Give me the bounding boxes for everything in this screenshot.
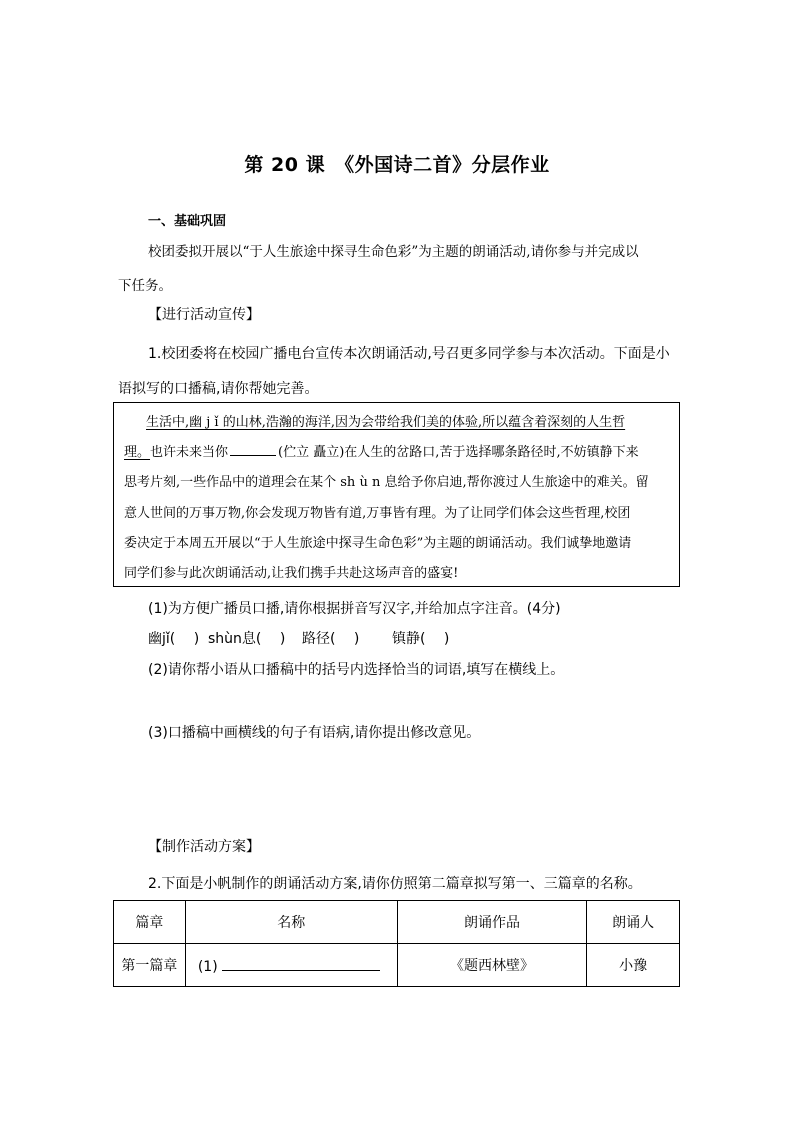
table-cell-chapter: 第一篇章 (114, 944, 186, 987)
script-line-4: 意人世间的万事万物,你会发现万物皆有道,万事皆有理。为了让同学们体会这些哲理,校团 (124, 506, 631, 521)
script-line-6: 同学们参与此次朗诵活动,让我们携手共赴这场声音的盛宴! (124, 566, 459, 581)
table-header-cell: 篇章 (114, 901, 186, 944)
answer-blank[interactable] (222, 956, 380, 971)
table-cell-name (185, 944, 397, 987)
intro-line-1: 校团委拟开展以“于人生旅途中探寻生命色彩”为主题的朗诵活动,请你参与并完成以 (148, 244, 639, 260)
table-cell-work: 《题西林壁》 (397, 944, 587, 987)
activity-heading-plan: 【制作活动方案】 (148, 839, 260, 855)
section-heading: 一、基础巩固 (148, 214, 227, 229)
table-header-row (114, 901, 680, 944)
broadcast-script-box (113, 402, 680, 587)
pinyin-item-4[interactable]: 镇静( ) (392, 631, 450, 647)
script-line-1: 生活中,幽 j ǐ 的山林,浩瀚的海洋,因为会带给我们美的体验,所以蕴含着深刻的人生哲 (146, 415, 626, 430)
page-title: 第 20 课 《外国诗二首》分层作业 (244, 154, 550, 176)
answer-prefix: (1) (197, 958, 218, 975)
sub-question-2: (2)请你帮小语从口播稿中的括号内选择恰当的词语,填写在横线上。 (148, 662, 565, 678)
script-line-2 (124, 441, 639, 460)
question-2: 2.下面是小帆制作的朗诵活动方案,请你仿照第二篇章拟写第一、三篇章的名称。 (148, 876, 642, 892)
intro-line-2: 下任务。 (118, 278, 172, 294)
pinyin-item-3[interactable]: 路径( ) (302, 631, 360, 647)
sub-question-3: (3)口播稿中画横线的句子有语病,请你提出修改意见。 (148, 725, 481, 741)
script-line-2-b: (伫立 矗立)在人生的岔路口,苦于选择哪条路径时,不妨镇静下来 (278, 445, 639, 460)
question-1-line-1: 1.校团委将在校园广播电台宣传本次朗诵活动,号召更多同学参与本次活动。下面是小 (148, 346, 670, 362)
script-line-2-a: 也许未来当你 (150, 445, 229, 460)
pinyin-item-2[interactable]: shùn息( ) (208, 631, 286, 647)
activity-heading-promotion: 【进行活动宣传】 (148, 307, 260, 323)
table-header-cell: 朗诵作品 (397, 901, 587, 944)
table-header-cell: 名称 (185, 901, 397, 944)
table-cell-reader: 小豫 (587, 944, 680, 987)
fill-blank[interactable] (230, 443, 276, 456)
pinyin-item-1[interactable]: 幽jǐ( ) (148, 631, 200, 647)
script-line-5: 委决定于本周五开展以“于人生旅途中探寻生命色彩”为主题的朗诵活动。我们诚挚地邀请 (124, 536, 632, 551)
table-row (114, 944, 680, 987)
table-header-cell: 朗诵人 (587, 901, 680, 944)
script-underlined-end: 理。 (124, 445, 151, 460)
script-line-3: 思考片刻,一些作品中的道理会在某个 sh ù n 息给予你启迪,帮你渡过人生旅途中的难关。留 (124, 475, 649, 490)
plan-table (113, 900, 680, 987)
question-1-line-2: 语拟写的口播稿,请你帮她完善。 (118, 381, 319, 397)
sub-question-1: (1)为方便广播员口播,请你根据拼音写汉字,并给加点字注音。(4分) (148, 601, 561, 617)
